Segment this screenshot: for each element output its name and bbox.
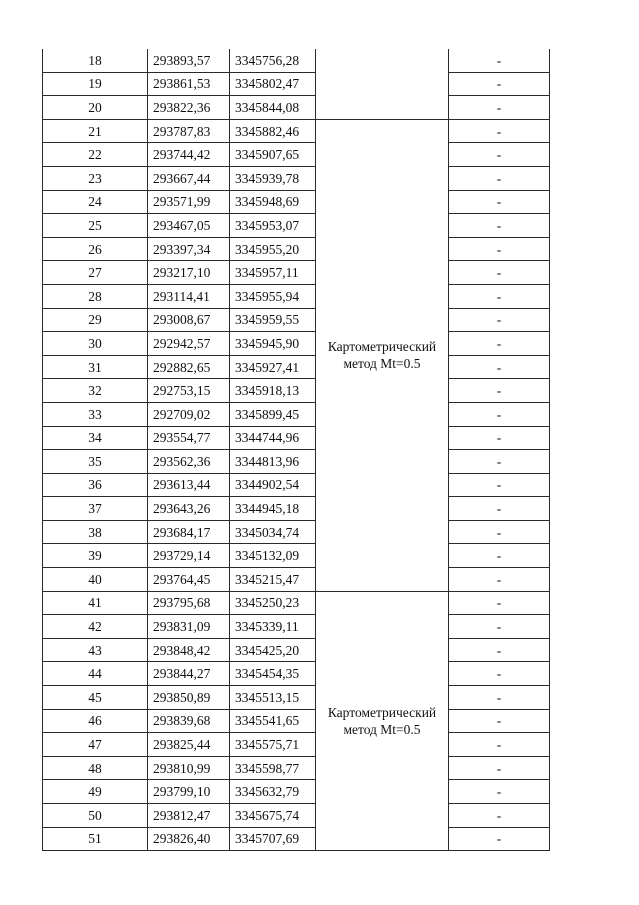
point-number-cell: 18	[43, 49, 148, 72]
note-cell: -	[449, 568, 550, 592]
note-cell: -	[449, 190, 550, 214]
x-coordinate-cell: 293826,40	[148, 827, 230, 851]
note-cell: -	[449, 143, 550, 167]
y-coordinate-cell: 3345575,71	[230, 733, 316, 757]
x-coordinate-cell: 293008,67	[148, 308, 230, 332]
note-cell: -	[449, 119, 550, 143]
x-coordinate-cell: 293571,99	[148, 190, 230, 214]
point-number-cell: 38	[43, 520, 148, 544]
point-number-cell: 36	[43, 473, 148, 497]
note-cell: -	[449, 166, 550, 190]
note-cell: -	[449, 332, 550, 356]
coordinates-table-body	[43, 49, 550, 851]
y-coordinate-cell: 3344813,96	[230, 450, 316, 474]
y-coordinate-cell: 3345541,65	[230, 709, 316, 733]
table-row	[43, 379, 550, 403]
note-cell: -	[449, 686, 550, 710]
note-cell: -	[449, 733, 550, 757]
point-number-cell: 22	[43, 143, 148, 167]
x-coordinate-cell: 293810,99	[148, 756, 230, 780]
table-row	[43, 284, 550, 308]
x-coordinate-cell: 293839,68	[148, 709, 230, 733]
point-number-cell: 42	[43, 615, 148, 639]
table-row	[43, 190, 550, 214]
point-number-cell: 27	[43, 261, 148, 285]
y-coordinate-cell: 3344744,96	[230, 426, 316, 450]
note-cell: -	[449, 308, 550, 332]
x-coordinate-cell: 293217,10	[148, 261, 230, 285]
y-coordinate-cell: 3345454,35	[230, 662, 316, 686]
table-row	[43, 355, 550, 379]
note-cell: -	[449, 450, 550, 474]
table-row	[43, 709, 550, 733]
y-coordinate-cell: 3345927,41	[230, 355, 316, 379]
table-row	[43, 143, 550, 167]
point-number-cell: 46	[43, 709, 148, 733]
point-number-cell: 47	[43, 733, 148, 757]
y-coordinate-cell: 3345882,46	[230, 119, 316, 143]
point-number-cell: 43	[43, 638, 148, 662]
y-coordinate-cell: 3345250,23	[230, 591, 316, 615]
y-coordinate-cell: 3345945,90	[230, 332, 316, 356]
table-row	[43, 544, 550, 568]
x-coordinate-cell: 293822,36	[148, 96, 230, 120]
table-row	[43, 662, 550, 686]
point-number-cell: 32	[43, 379, 148, 403]
x-coordinate-cell: 293643,26	[148, 497, 230, 521]
y-coordinate-cell: 3345707,69	[230, 827, 316, 851]
method-cell: Картометрический метод Mt=0.5	[316, 119, 449, 591]
table-row	[43, 214, 550, 238]
y-coordinate-cell: 3345844,08	[230, 96, 316, 120]
y-coordinate-cell: 3345425,20	[230, 638, 316, 662]
y-coordinate-cell: 3345675,74	[230, 804, 316, 828]
x-coordinate-cell: 293744,42	[148, 143, 230, 167]
table-row	[43, 96, 550, 120]
point-number-cell: 31	[43, 355, 148, 379]
table-row	[43, 638, 550, 662]
table-row	[43, 426, 550, 450]
x-coordinate-cell: 293667,44	[148, 166, 230, 190]
note-cell: -	[449, 497, 550, 521]
point-number-cell: 37	[43, 497, 148, 521]
x-coordinate-cell: 292942,57	[148, 332, 230, 356]
table-row	[43, 827, 550, 851]
note-cell: -	[449, 827, 550, 851]
note-cell: -	[449, 804, 550, 828]
y-coordinate-cell: 3345513,15	[230, 686, 316, 710]
table-row	[43, 756, 550, 780]
y-coordinate-cell: 3345957,11	[230, 261, 316, 285]
y-coordinate-cell: 3345598,77	[230, 756, 316, 780]
point-number-cell: 45	[43, 686, 148, 710]
x-coordinate-cell: 293397,34	[148, 237, 230, 261]
point-number-cell: 51	[43, 827, 148, 851]
table-row	[43, 780, 550, 804]
point-number-cell: 39	[43, 544, 148, 568]
y-coordinate-cell: 3345955,94	[230, 284, 316, 308]
note-cell: -	[449, 780, 550, 804]
x-coordinate-cell: 293467,05	[148, 214, 230, 238]
x-coordinate-cell: 293562,36	[148, 450, 230, 474]
note-cell: -	[449, 709, 550, 733]
y-coordinate-cell: 3345953,07	[230, 214, 316, 238]
table-row	[43, 804, 550, 828]
point-number-cell: 24	[43, 190, 148, 214]
y-coordinate-cell: 3345939,78	[230, 166, 316, 190]
table-row	[43, 520, 550, 544]
point-number-cell: 28	[43, 284, 148, 308]
point-number-cell: 23	[43, 166, 148, 190]
x-coordinate-cell: 293729,14	[148, 544, 230, 568]
point-number-cell: 48	[43, 756, 148, 780]
point-number-cell: 25	[43, 214, 148, 238]
x-coordinate-cell: 293787,83	[148, 119, 230, 143]
note-cell: -	[449, 355, 550, 379]
point-number-cell: 20	[43, 96, 148, 120]
table-row	[43, 450, 550, 474]
method-cell: Картометрический метод Mt=0.5	[316, 591, 449, 851]
point-number-cell: 29	[43, 308, 148, 332]
table-row	[43, 49, 550, 72]
note-cell: -	[449, 615, 550, 639]
point-number-cell: 19	[43, 72, 148, 96]
table-row	[43, 308, 550, 332]
note-cell: -	[449, 214, 550, 238]
table-row	[43, 568, 550, 592]
note-cell: -	[449, 520, 550, 544]
note-cell: -	[449, 756, 550, 780]
y-coordinate-cell: 3345034,74	[230, 520, 316, 544]
y-coordinate-cell: 3344902,54	[230, 473, 316, 497]
x-coordinate-cell: 293812,47	[148, 804, 230, 828]
point-number-cell: 34	[43, 426, 148, 450]
point-number-cell: 44	[43, 662, 148, 686]
y-coordinate-cell: 3345632,79	[230, 780, 316, 804]
note-cell: -	[449, 402, 550, 426]
x-coordinate-cell: 293825,44	[148, 733, 230, 757]
y-coordinate-cell: 3345959,55	[230, 308, 316, 332]
y-coordinate-cell: 3345918,13	[230, 379, 316, 403]
method-cell	[316, 49, 449, 119]
note-cell: -	[449, 638, 550, 662]
y-coordinate-cell: 3344945,18	[230, 497, 316, 521]
table-row	[43, 72, 550, 96]
note-cell: -	[449, 426, 550, 450]
x-coordinate-cell: 293844,27	[148, 662, 230, 686]
note-cell: -	[449, 662, 550, 686]
table-row	[43, 686, 550, 710]
note-cell: -	[449, 473, 550, 497]
x-coordinate-cell: 293848,42	[148, 638, 230, 662]
x-coordinate-cell: 293795,68	[148, 591, 230, 615]
point-number-cell: 33	[43, 402, 148, 426]
y-coordinate-cell: 3345339,11	[230, 615, 316, 639]
point-number-cell: 21	[43, 119, 148, 143]
note-cell: -	[449, 284, 550, 308]
table-row	[43, 473, 550, 497]
point-number-cell: 26	[43, 237, 148, 261]
x-coordinate-cell: 293554,77	[148, 426, 230, 450]
note-cell: -	[449, 237, 550, 261]
y-coordinate-cell: 3345948,69	[230, 190, 316, 214]
table-row	[43, 591, 550, 615]
point-number-cell: 49	[43, 780, 148, 804]
point-number-cell: 41	[43, 591, 148, 615]
point-number-cell: 40	[43, 568, 148, 592]
note-cell: -	[449, 49, 550, 72]
x-coordinate-cell: 292882,65	[148, 355, 230, 379]
table-row	[43, 497, 550, 521]
x-coordinate-cell: 292709,02	[148, 402, 230, 426]
note-cell: -	[449, 96, 550, 120]
table-row	[43, 332, 550, 356]
coordinates-table	[42, 49, 550, 851]
x-coordinate-cell: 293114,41	[148, 284, 230, 308]
table-row	[43, 733, 550, 757]
note-cell: -	[449, 72, 550, 96]
x-coordinate-cell: 293613,44	[148, 473, 230, 497]
y-coordinate-cell: 3345955,20	[230, 237, 316, 261]
table-row	[43, 237, 550, 261]
note-cell: -	[449, 591, 550, 615]
table-row	[43, 615, 550, 639]
y-coordinate-cell: 3345756,28	[230, 49, 316, 72]
y-coordinate-cell: 3345899,45	[230, 402, 316, 426]
x-coordinate-cell: 293861,53	[148, 72, 230, 96]
table-row	[43, 166, 550, 190]
x-coordinate-cell: 293684,17	[148, 520, 230, 544]
note-cell: -	[449, 379, 550, 403]
table-row	[43, 119, 550, 143]
x-coordinate-cell: 293799,10	[148, 780, 230, 804]
x-coordinate-cell: 293893,57	[148, 49, 230, 72]
x-coordinate-cell: 293764,45	[148, 568, 230, 592]
y-coordinate-cell: 3345907,65	[230, 143, 316, 167]
x-coordinate-cell: 293831,09	[148, 615, 230, 639]
y-coordinate-cell: 3345802,47	[230, 72, 316, 96]
x-coordinate-cell: 292753,15	[148, 379, 230, 403]
y-coordinate-cell: 3345132,09	[230, 544, 316, 568]
point-number-cell: 35	[43, 450, 148, 474]
x-coordinate-cell: 293850,89	[148, 686, 230, 710]
table-row	[43, 402, 550, 426]
note-cell: -	[449, 261, 550, 285]
point-number-cell: 30	[43, 332, 148, 356]
table-row	[43, 261, 550, 285]
y-coordinate-cell: 3345215,47	[230, 568, 316, 592]
point-number-cell: 50	[43, 804, 148, 828]
note-cell: -	[449, 544, 550, 568]
